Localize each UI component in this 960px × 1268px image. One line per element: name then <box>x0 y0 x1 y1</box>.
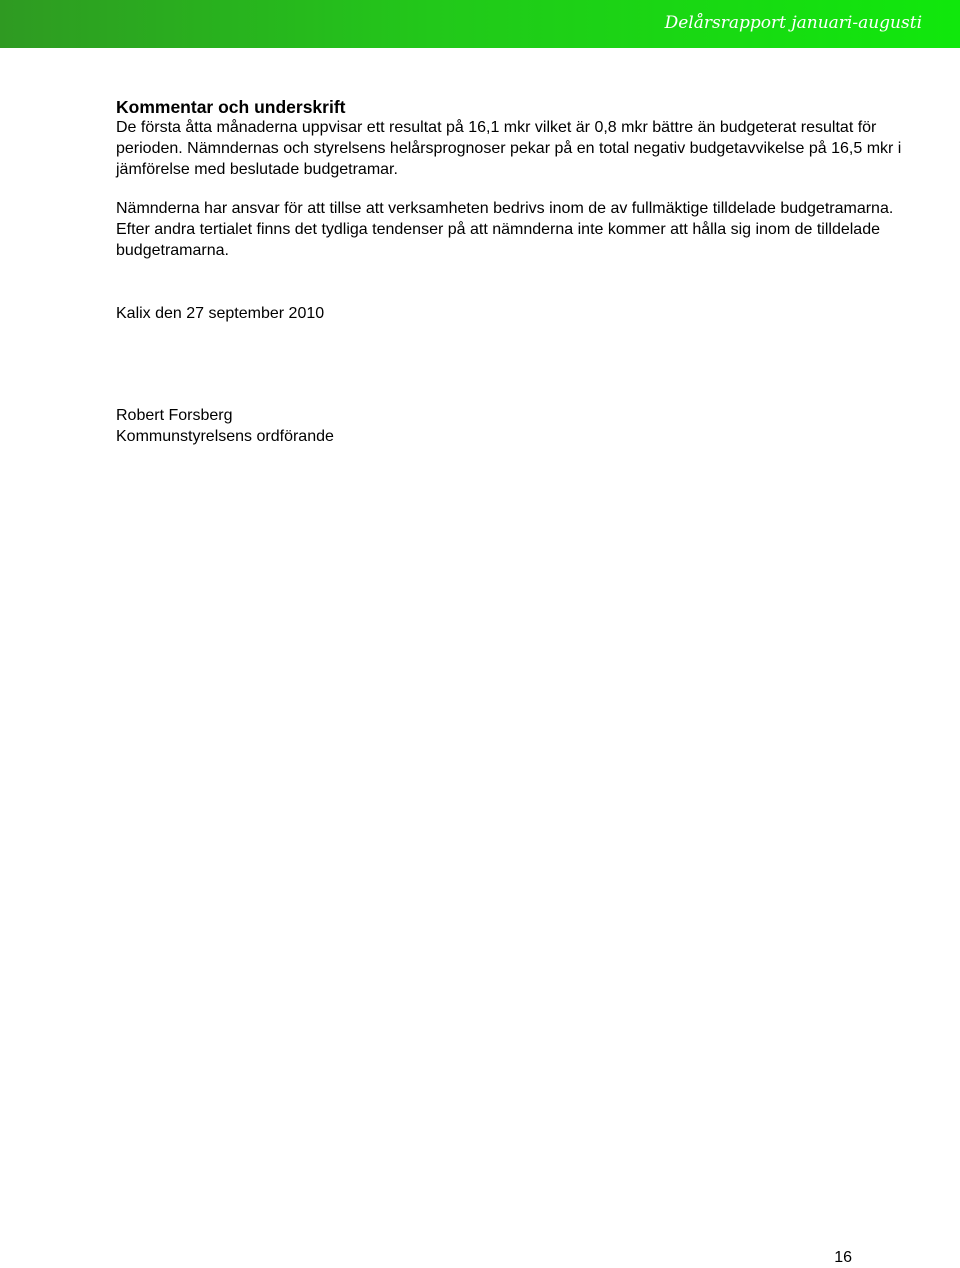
paragraph-result: De första åtta månaderna uppvisar ett resultat på 16,1 mkr vilket är 0,8 mkr bättre än budgeterat resultat för perioden. Nämndernas och styrelsens helårsprognoser pekar på en total negativ budgetavvikelse på 16,5 mkr i jämförelse med beslutade budgetramar. <box>116 119 902 178</box>
signatory-title: Kommunstyrelsens ordförande <box>116 428 334 445</box>
signatory-name: Robert Forsberg <box>116 407 233 424</box>
paragraph-responsibility: Nämnderna har ansvar för att tillse att verksamheten bedrivs inom de av fullmäktige tilldelade budgetramarna. Efter andra tertialet finns det tydliga tendenser på att nämnderna inte kommer att hålla sig inom de tilldelade budgetramarna. <box>116 200 894 259</box>
comment-section <box>116 97 906 262</box>
report-title: Delårsrapport januari-augusti <box>664 13 922 33</box>
place-and-date: Kalix den 27 september 2010 <box>116 305 325 322</box>
header-band <box>0 0 960 48</box>
page-number: 16 <box>834 1249 852 1266</box>
section-heading: Kommentar och underskrift <box>116 97 346 117</box>
signature-block <box>116 405 334 447</box>
